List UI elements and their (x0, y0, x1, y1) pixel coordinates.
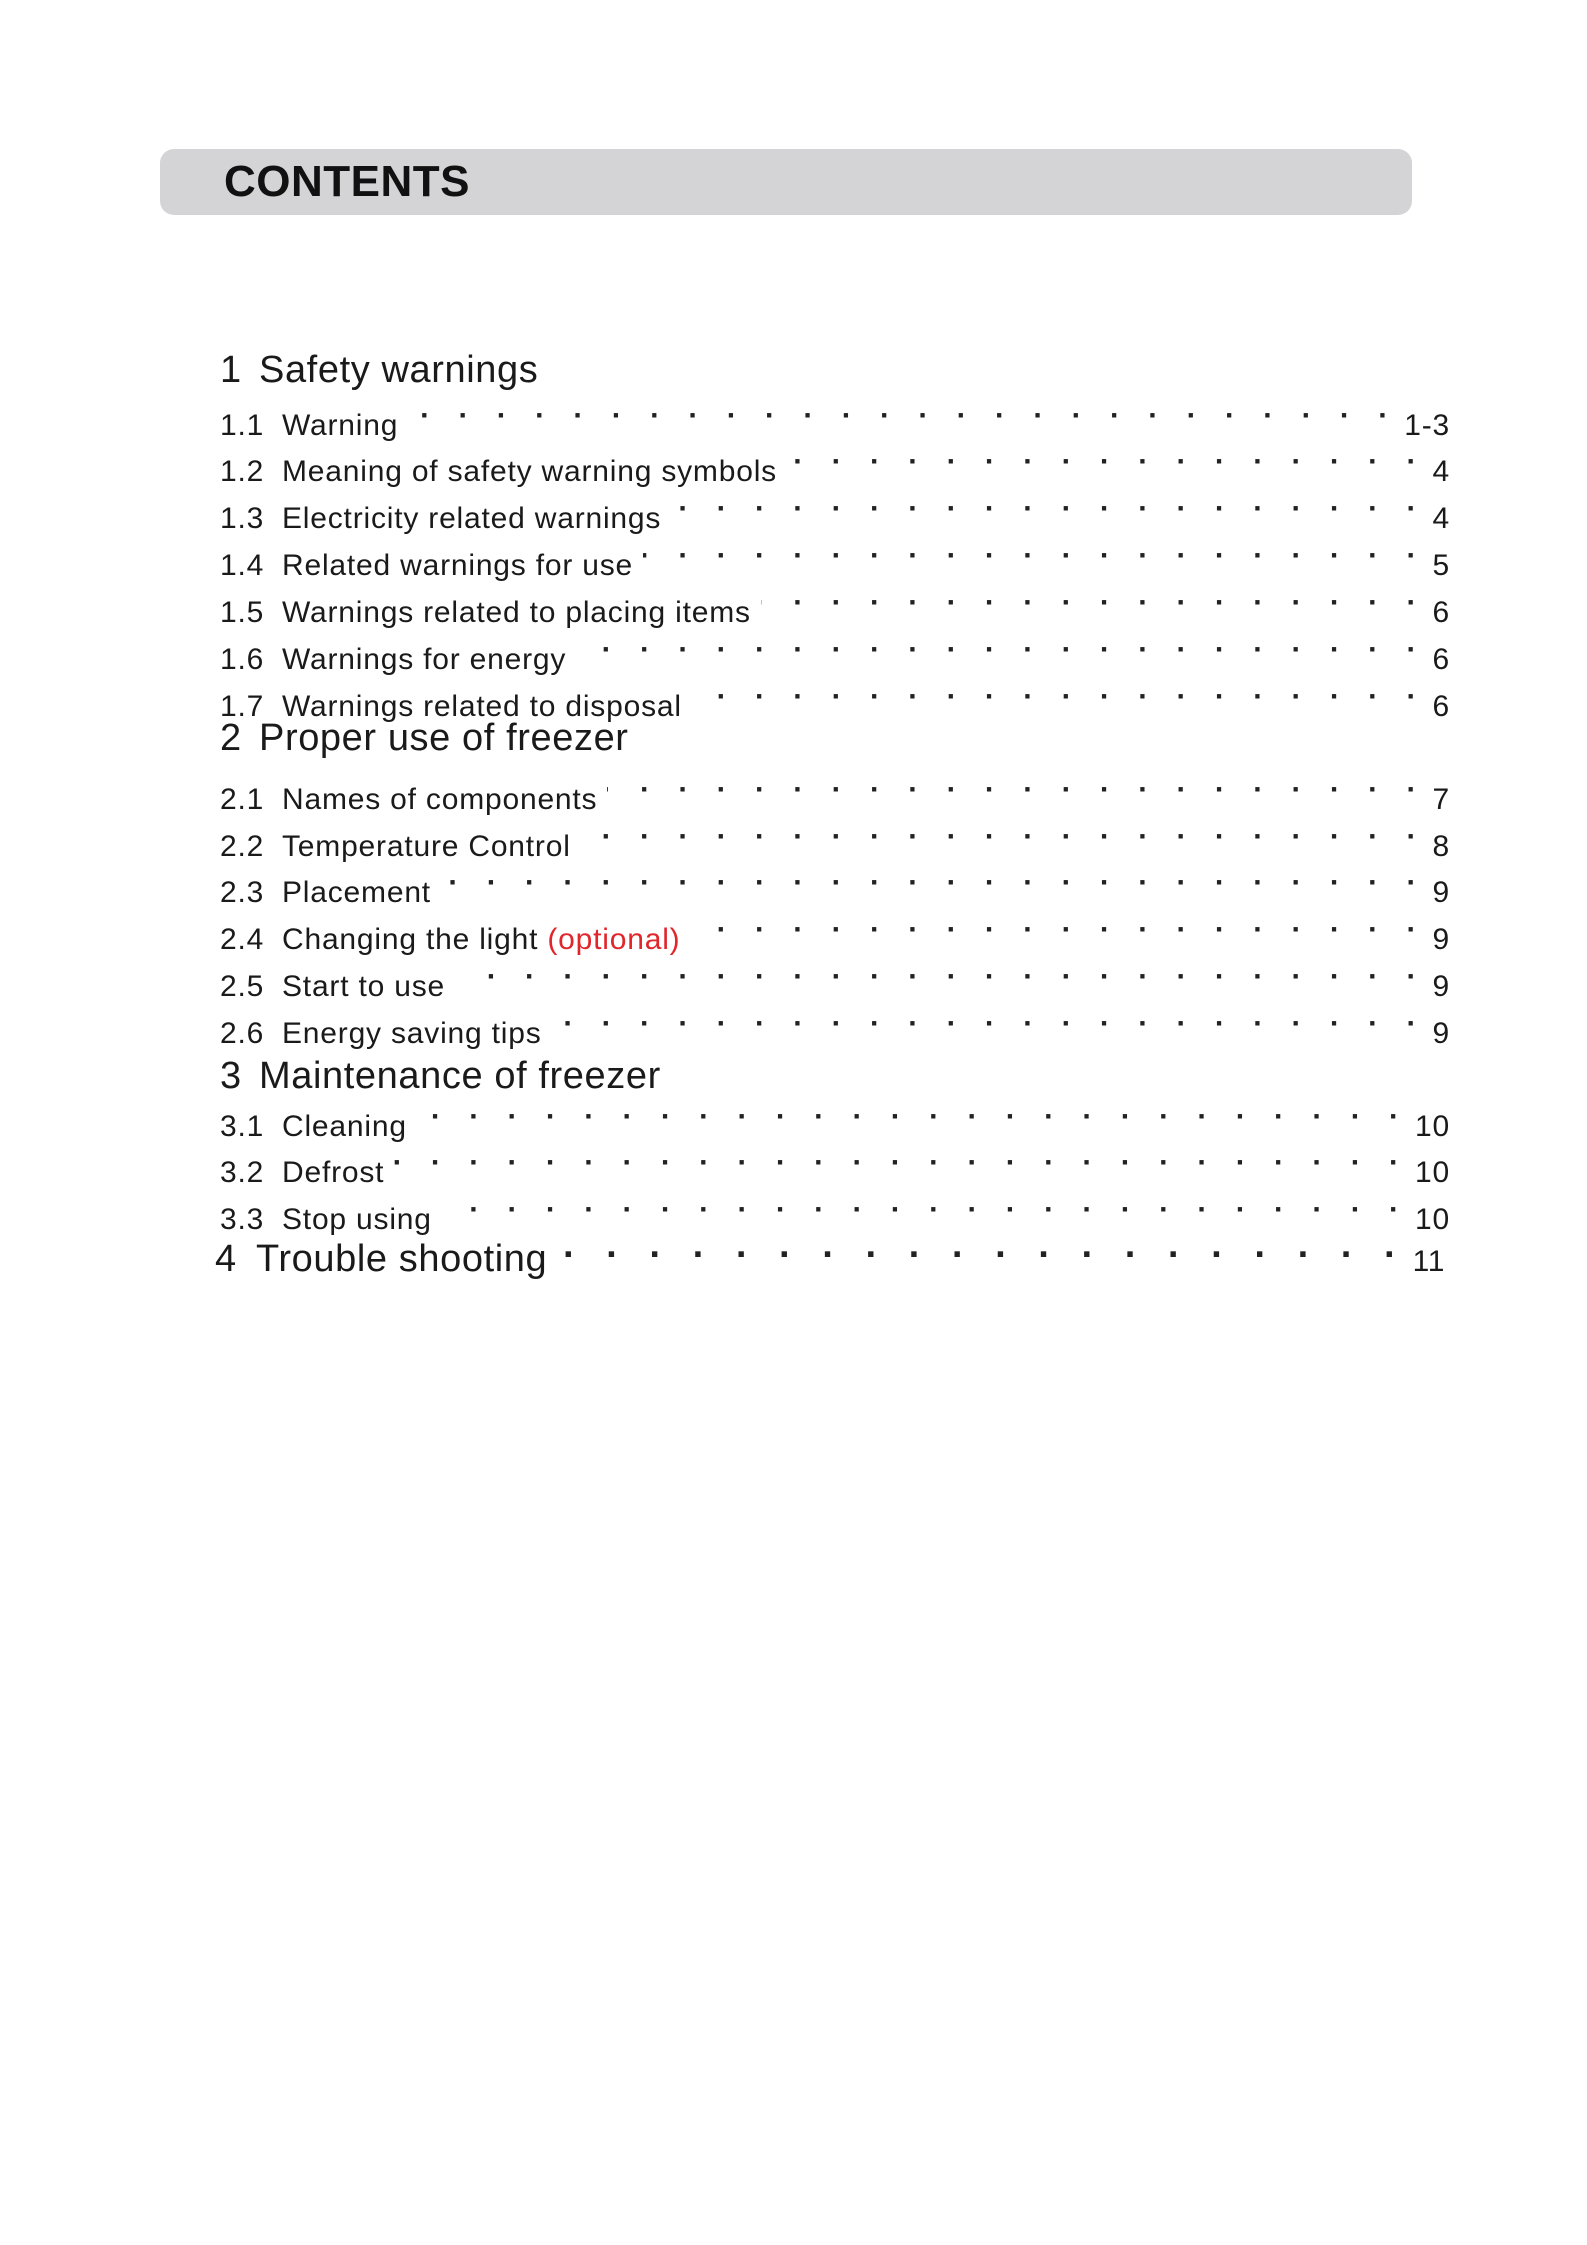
toc-entry-3-3[interactable] (220, 1191, 1450, 1236)
entry-label: Cleaning (282, 1110, 407, 1143)
entry-number: 2.2 (220, 830, 265, 863)
section-title: Maintenance of freezer (259, 1055, 661, 1097)
entry-label: Trouble shooting (256, 1238, 548, 1280)
entry-label: Electricity related warnings (282, 502, 662, 535)
entry-page: 6 (1432, 643, 1450, 676)
dot-leader (690, 911, 1426, 949)
entry-number: 1.7 (220, 690, 265, 723)
entry-number: 4 (215, 1238, 237, 1280)
entry-page: 4 (1432, 502, 1450, 535)
section-heading-2 (220, 716, 629, 760)
toc-entry-2-6[interactable] (220, 1005, 1450, 1050)
entry-number: 1.6 (220, 643, 265, 676)
entry-page: 6 (1432, 596, 1450, 629)
entry-page: 6 (1432, 690, 1450, 723)
entry-label: Start to use (282, 970, 446, 1003)
dot-leader (557, 1233, 1406, 1271)
toc-entry-1-2[interactable] (220, 443, 1450, 488)
entry-number: 1.5 (220, 596, 265, 629)
toc-entry-3-2[interactable] (220, 1144, 1450, 1189)
dot-leader (692, 678, 1427, 716)
entry-label: Warnings related to placing items (282, 596, 751, 629)
dot-leader (761, 584, 1427, 622)
entry-number: 3.3 (220, 1203, 265, 1236)
toc-entry-1-4[interactable] (220, 537, 1450, 582)
entry-number: 2.4 (220, 923, 265, 956)
toc-entry-2-4[interactable] (220, 911, 1450, 956)
page-title: CONTENTS (224, 157, 470, 206)
toc-entry-3-1[interactable] (220, 1098, 1450, 1143)
entry-label: Warnings related to disposal (282, 690, 682, 723)
dot-leader (607, 771, 1426, 809)
entry-page: 10 (1415, 1110, 1450, 1143)
toc-entry-1-3[interactable] (220, 490, 1450, 535)
entry-page: 11 (1412, 1245, 1445, 1278)
entry-label: Meaning of safety warning symbols (282, 455, 777, 488)
entry-page: 1-3 (1404, 409, 1450, 442)
section-heading-3 (220, 1054, 661, 1098)
entry-label: Temperature Control (282, 830, 571, 863)
section-number: 2 (220, 717, 242, 759)
section-number: 3 (220, 1055, 242, 1097)
toc-entry-2-3[interactable] (220, 864, 1450, 909)
entry-page: 8 (1432, 830, 1450, 863)
entry-label: Warning (282, 409, 399, 442)
dot-leader (643, 537, 1426, 575)
dot-leader (394, 1144, 1409, 1182)
toc-entry-1-6[interactable] (220, 631, 1450, 676)
entry-label: Placement (282, 876, 431, 909)
entry-label: Names of components (282, 783, 598, 816)
entry-label: Stop using (282, 1203, 432, 1236)
toc-entry-1-7[interactable] (220, 678, 1450, 723)
toc-entry-2-2[interactable] (220, 818, 1450, 863)
dot-leader (441, 864, 1427, 902)
entry-number: 1.3 (220, 502, 265, 535)
entry-label: Defrost (282, 1156, 385, 1189)
entry-label: Energy saving tips (282, 1017, 542, 1050)
entry-page: 9 (1432, 876, 1450, 909)
entry-number: 2.3 (220, 876, 265, 909)
section-heading-1 (220, 348, 538, 392)
entry-number: 1.1 (220, 409, 265, 442)
entry-page: 7 (1432, 783, 1450, 816)
entry-number: 2.5 (220, 970, 265, 1003)
optional-note: (optional) (547, 923, 681, 956)
dot-leader (581, 818, 1427, 856)
dot-leader (455, 958, 1426, 996)
entry-page: 4 (1432, 455, 1450, 488)
dot-leader (417, 1098, 1409, 1136)
dot-leader (576, 631, 1426, 669)
dot-leader (552, 1005, 1427, 1043)
entry-page: 9 (1432, 923, 1450, 956)
section-number: 1 (220, 349, 242, 391)
entry-number: 1.4 (220, 549, 265, 582)
entry-page: 10 (1415, 1203, 1450, 1236)
entry-number: 3.1 (220, 1110, 265, 1143)
dot-leader (671, 490, 1426, 528)
dot-leader (408, 397, 1398, 435)
entry-number: 2.6 (220, 1017, 265, 1050)
entry-label: Related warnings for use (282, 549, 634, 582)
entry-page: 10 (1415, 1156, 1450, 1189)
entry-label (282, 921, 680, 959)
entry-number: 1.2 (220, 455, 265, 488)
entry-number: 3.2 (220, 1156, 265, 1189)
dot-leader (787, 443, 1427, 481)
entry-label: Warnings for energy (282, 643, 567, 676)
entry-page: 9 (1432, 970, 1450, 1003)
entry-page: 9 (1432, 1017, 1450, 1050)
entry-page: 5 (1432, 549, 1450, 582)
toc-entry-1-1[interactable] (220, 397, 1450, 442)
section-title: Safety warnings (259, 349, 539, 391)
toc-entry-2-5[interactable] (220, 958, 1450, 1003)
toc-entry-2-1[interactable] (220, 771, 1450, 816)
entry-number: 2.1 (220, 783, 265, 816)
entry-label-text: Changing the light (282, 923, 539, 956)
section-title: Proper use of freezer (259, 717, 629, 759)
toc-entry-1-5[interactable] (220, 584, 1450, 629)
dot-leader (442, 1191, 1409, 1229)
toc-entry-4[interactable] (215, 1233, 1445, 1280)
